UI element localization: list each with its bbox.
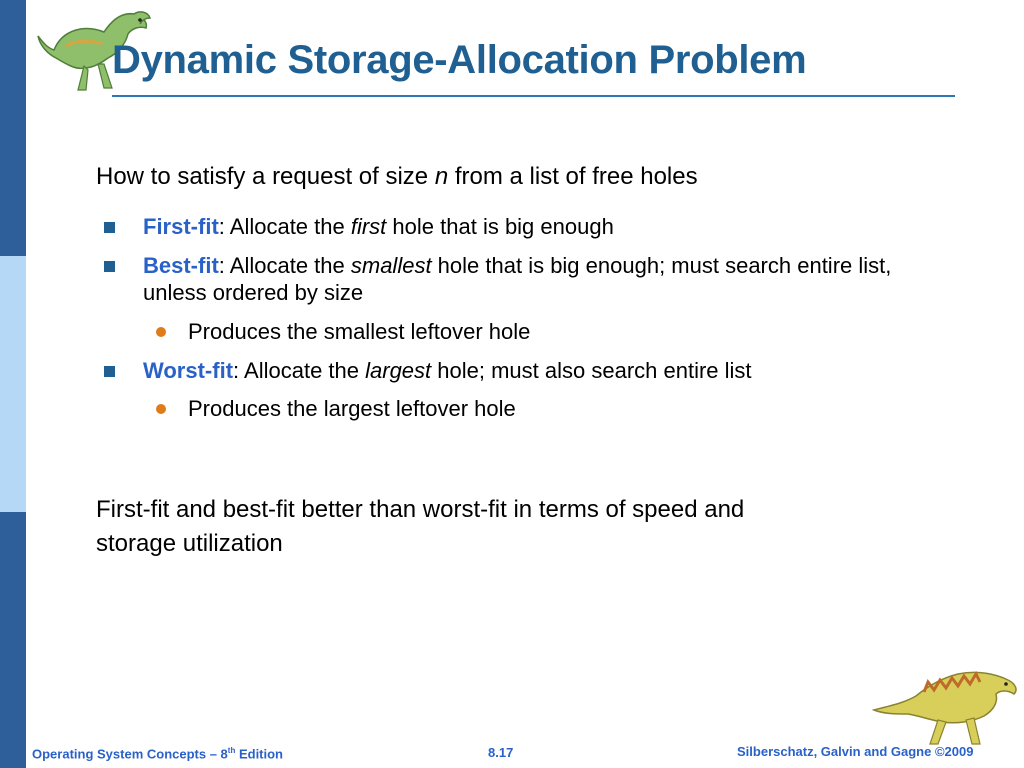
left-bar-segment-middle [0, 256, 26, 512]
left-bar-segment-bottom [0, 512, 26, 768]
intro-variable: n [434, 163, 449, 190]
title-underline [112, 95, 955, 97]
first-fit-emphasis: first [350, 214, 387, 239]
worst-fit-colon: : Allocate the [233, 358, 366, 383]
footer-title-suffix: Edition [235, 746, 284, 762]
left-bar-segment-top [0, 0, 26, 256]
bullet-best-fit [104, 252, 924, 306]
square-bullet-icon [104, 261, 115, 272]
square-bullet-icon [104, 366, 115, 377]
closing-text: First-fit and best-fit better than worst-fit in terms of speed and storage utilization [96, 496, 745, 557]
intro-before: How to satisfy a request of size [96, 163, 435, 190]
intro-after: from a list of free holes [448, 163, 698, 190]
dot-bullet-icon [156, 327, 166, 337]
term-worst-fit: Worst-fit [143, 358, 234, 383]
term-best-fit: Best-fit [143, 253, 219, 278]
best-fit-colon: : Allocate the [218, 253, 351, 278]
footer-title-prefix: Operating System Concepts – 8 [32, 746, 228, 762]
best-fit-sub-text: Produces the smallest leftover hole [188, 319, 531, 344]
best-fit-emphasis: smallest [350, 253, 432, 278]
worst-fit-emphasis: largest [365, 358, 432, 383]
footer-title-sup: th [227, 746, 236, 755]
worst-fit-rest: hole; must also search entire list [431, 358, 752, 383]
term-first-fit: First-fit [143, 214, 219, 239]
slide-title: Dynamic Storage-Allocation Problem [112, 38, 807, 82]
left-accent-bar [0, 0, 26, 768]
footer-copyright: Silberschatz, Galvin and Gagne ©2009 [737, 744, 974, 759]
bullet-worst-fit [104, 357, 924, 384]
sub-bullet-worst-fit [104, 395, 924, 422]
dot-bullet-icon [156, 404, 166, 414]
square-bullet-icon [104, 222, 115, 233]
first-fit-rest: hole that is big enough [386, 214, 614, 239]
worst-fit-sub-text: Produces the largest leftover hole [188, 396, 516, 421]
intro-text [96, 163, 698, 191]
best-fit-rest: hole that is big enough; must search entire list, unless ordered by size [143, 253, 892, 305]
first-fit-colon: : Allocate the [218, 214, 351, 239]
footer-course-title [32, 746, 283, 761]
sub-bullet-best-fit [104, 318, 924, 345]
dinosaur-logo-icon [868, 656, 1020, 748]
bullet-list [104, 213, 924, 422]
page-number: 8.17 [488, 745, 514, 760]
bullet-first-fit [104, 213, 924, 240]
